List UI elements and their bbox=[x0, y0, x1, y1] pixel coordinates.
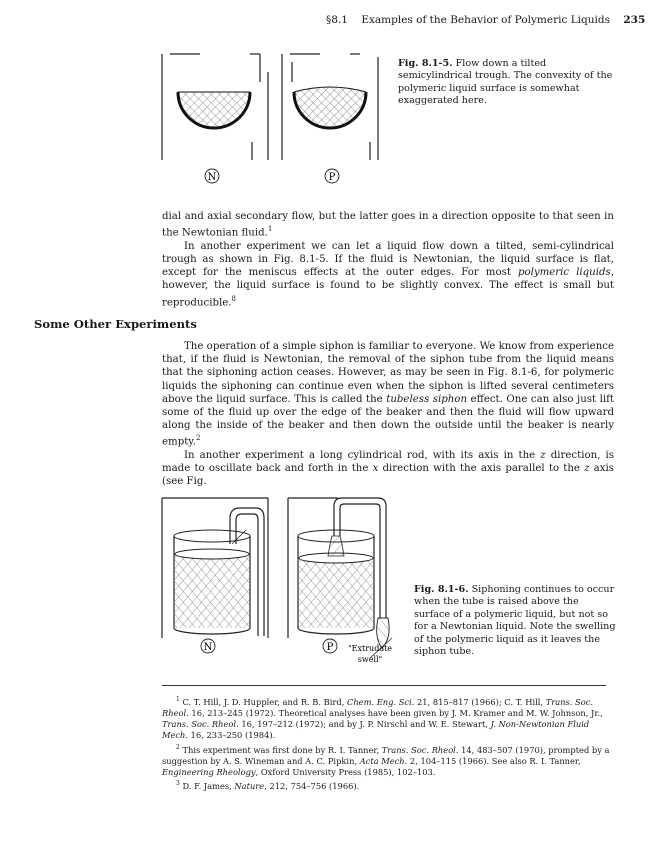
figure-label-p: P bbox=[328, 172, 336, 183]
header-title: Examples of the Behavior of Polymeric Liquids bbox=[361, 14, 610, 26]
extrudate-annotation-line2: swell" bbox=[357, 655, 383, 664]
figure-caption-8-1-5 bbox=[398, 58, 616, 108]
running-header bbox=[326, 14, 646, 26]
footnote-rule bbox=[162, 685, 606, 686]
trough-polymeric bbox=[282, 54, 378, 160]
paragraph-1: dial and axial secondary flow, but the latter goes in a direction opposite to that seen in the Newtonian fluid.$^1$ bbox=[162, 211, 614, 239]
body-text-upper bbox=[162, 210, 614, 309]
section-heading: Some Other Experiments bbox=[34, 317, 197, 331]
footnote-ref: 1 bbox=[267, 225, 273, 234]
footnote-ref: 2 bbox=[195, 434, 201, 443]
paragraph-4: In another experiment a long cylindrical rod, with its axis in the z direction, is made to oscillate back and forth in the x direction with the axis parallel to the z axis (see Fig. bbox=[162, 450, 614, 488]
figure-label-n: N bbox=[207, 172, 217, 183]
header-section: §8.1 bbox=[326, 14, 348, 26]
paragraph-2: In another experiment we can let a liquid flow down a tilted, semi-cylindrical trough as shown in Fig. 8.1-5. If the fluid is Newtonian, the liquid surface is flat, except for the meniscus effects at the outer edges. For most polymeric liquids, however, the liquid surface is found to be slightly convex. The effect is small but reproducible.$^8$ bbox=[162, 240, 614, 308]
page-number: 235 bbox=[623, 14, 646, 26]
footnote-2: $^2$ This experiment was first done by R. I. Tanner, Trans. Soc. Rheol. 14, 483–507 (1970), prompted by a suggestion by A. S. Wineman and A. C. Pipkin, Acta Mech. 2, 104–115 (1966). See also R. I. Tanner, Engineering Rheology, Oxford University Press (1985), 102–103. bbox=[162, 743, 610, 777]
caption-label: Fig. 8.1-5. bbox=[398, 58, 453, 69]
extrudate-annotation-line1: "Extrudate bbox=[347, 644, 393, 653]
figure-8-1-6 bbox=[160, 488, 410, 670]
trough-newtonian bbox=[162, 54, 268, 160]
siphon-newtonian bbox=[162, 498, 268, 638]
caption-text: Flow down a tilted semicylindrical trough. The convexity of the polymeric liquid surface is somewhat exaggerated here. bbox=[398, 58, 613, 107]
footnote-1: $^1$ C. T. Hill, J. D. Huppler, and R. B. Bird, Chem. Eng. Sci. 21, 815–817 (1966); C. T. Hill, Trans. Soc. Rheol. 16, 213–245 (1972). Theoretical analyses have been given by J. M. Kramer and M. W. Johnson, Jr., Trans. Soc. Rheol. 16, 197–212 (1972); and by J. P. Nirschl and W. E. Stewart, J. Non-Newtonian Fluid Mech. 16, 233–250 (1984). bbox=[162, 696, 603, 741]
footnote-3: $^3$ D. F. James, Nature, 212, 754–756 (1966). bbox=[176, 779, 360, 791]
siphon-polymeric bbox=[288, 498, 392, 658]
footnote-ref: 8 bbox=[231, 294, 236, 303]
footnotes bbox=[162, 694, 614, 792]
figure-label-p: P bbox=[326, 642, 334, 653]
paragraph-3: The operation of a simple siphon is familiar to everyone. We know from experience that, if the fluid is Newtonian, the removal of the siphon tube from the liquid means that the siphoning action ceases. However, as may be seen in Fig. 8.1-6, for polymeric liquids the siphoning can continue even when the siphon is lifted several centimeters above the liquid surface. This is called the tubeless siphon effect. One can also just lift some of the fluid up over the edge of the beaker and then the fluid will flow upward along the inside of the beaker and then down the outside until the beaker is nearly empty.$^2$ bbox=[162, 341, 614, 448]
caption-label: Fig. 8.1-6. bbox=[414, 584, 469, 595]
figure-8-1-5 bbox=[160, 52, 385, 192]
caption-text: Siphoning continues to occur when the tube is raised above the surface of a polymeric liquid, but not so for a Newtonian liquid. Note the swelling of the polymeric liquid as it leaves the siphon tube. bbox=[414, 584, 616, 658]
body-text-middle bbox=[162, 340, 614, 489]
figure-label-n: N bbox=[203, 642, 213, 653]
figure-caption-8-1-6 bbox=[414, 584, 616, 658]
